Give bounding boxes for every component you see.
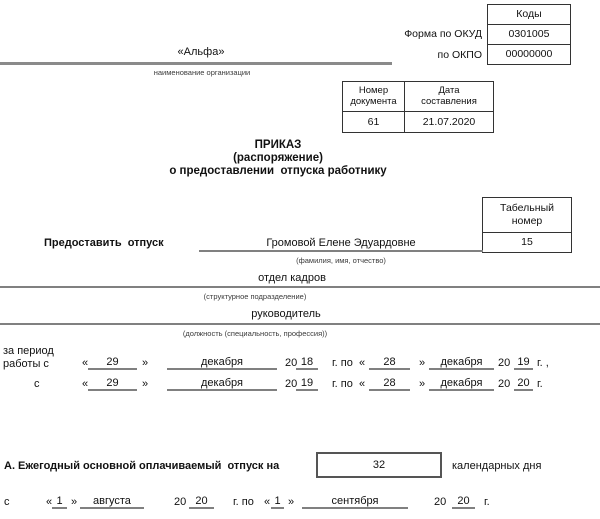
wp2-suffix: г. [537,378,543,390]
okpo-label: по ОКПО [437,49,482,61]
wp2-month-to-field: декабря [429,377,494,391]
vac-year-from-field: 20 [189,495,214,509]
position-rule [0,323,600,325]
raquo-mark: » [419,357,426,369]
vac-day-to-field: 1 [271,495,284,509]
vac-day-from-field: 1 [52,495,67,509]
doc-number-value: 61 [343,112,405,132]
doc-date-value: 21.07.2020 [422,116,476,128]
section-a-suffix: календарных дня [452,460,542,472]
wp1-g-po: г. по [332,357,353,369]
department-rule [0,286,600,288]
wp1-day-from-field: 29 [88,356,137,370]
position-field: руководитель [251,308,321,320]
raquo-mark: » [419,378,426,390]
vac-g-po: г. по [233,496,254,508]
vac-century-to: 20 [434,496,447,508]
vac-month-to-field: сентября [302,495,408,509]
raquo-mark: » [71,496,78,508]
wp2-century-to: 20 [498,378,511,390]
codes-header-cell: Коды [487,4,571,25]
wp2-month-from-field: декабря [167,377,277,391]
vac-label: с [4,496,10,508]
wp1-year-from-field: 18 [296,356,318,370]
org-name-caption: наименование организации [153,68,251,77]
title-line3: о предоставлении отпуска работнику [169,165,387,177]
department-field: отдел кадров [258,272,326,284]
org-name-rule [0,62,392,65]
personnel-number-box [482,197,572,253]
vac-month-from-field: августа [80,495,144,509]
work-period-label-line1: за период [3,345,54,357]
raquo-mark: » [288,496,295,508]
wp2-label: с [34,378,40,390]
vacation-days-box: 32 [316,452,442,478]
wp1-month-to-field: декабря [429,356,494,370]
wp1-suffix: г. , [537,357,549,369]
laquo-mark: « [46,496,53,508]
work-period-label-line2: работы с [3,358,49,370]
vac-century-from: 20 [174,496,187,508]
personnel-number-header: Табельный номер [483,198,571,233]
wp1-century-from: 20 [285,357,298,369]
wp2-year-to-field: 20 [514,377,533,391]
vac-suffix: г. [484,496,490,508]
grant-label: Предоставить отпуск [44,237,164,249]
employee-name-caption: (фамилия, имя, отчество) [296,256,386,265]
wp1-century-to: 20 [498,357,511,369]
doc-number-header: Номер документа [343,82,405,112]
laquo-mark: « [82,357,89,369]
title-line2: (распоряжение) [233,152,323,164]
doc-date-header: Дата составления [405,82,493,112]
laquo-mark: « [264,496,271,508]
wp2-day-to-field: 28 [369,377,410,391]
wp2-day-from-field: 29 [88,377,137,391]
title-line1: ПРИКАЗ [254,139,302,151]
wp1-day-to-field: 28 [369,356,410,370]
org-name: «Альфа» [177,46,225,58]
wp2-g-po: г. по [332,378,353,390]
okud-value-cell: 0301005 [487,24,571,45]
okpo-value-cell: 00000000 [487,44,571,65]
laquo-mark: « [359,357,366,369]
wp1-month-from-field: декабря [167,356,277,370]
laquo-mark: « [359,378,366,390]
wp2-year-from-field: 19 [296,377,318,391]
employee-name-field: Громовой Елене Эдуардовне [199,236,483,252]
wp1-year-to-field: 19 [514,356,533,370]
raquo-mark: » [142,378,149,390]
department-caption: (структурное подразделение) [203,292,307,301]
codes-block [487,4,571,65]
okud-label: Форма по ОКУД [404,28,482,40]
laquo-mark: « [82,378,89,390]
wp2-century-from: 20 [285,378,298,390]
vac-year-to-field: 20 [452,495,475,509]
raquo-mark: » [142,357,149,369]
position-caption: (должность (специальность, профессия)) [182,329,328,338]
doc-number-date-table [342,81,494,133]
section-a-label: А. Ежегодный основной оплачиваемый отпуск на [4,460,280,472]
personnel-number-value: 15 [521,236,533,248]
